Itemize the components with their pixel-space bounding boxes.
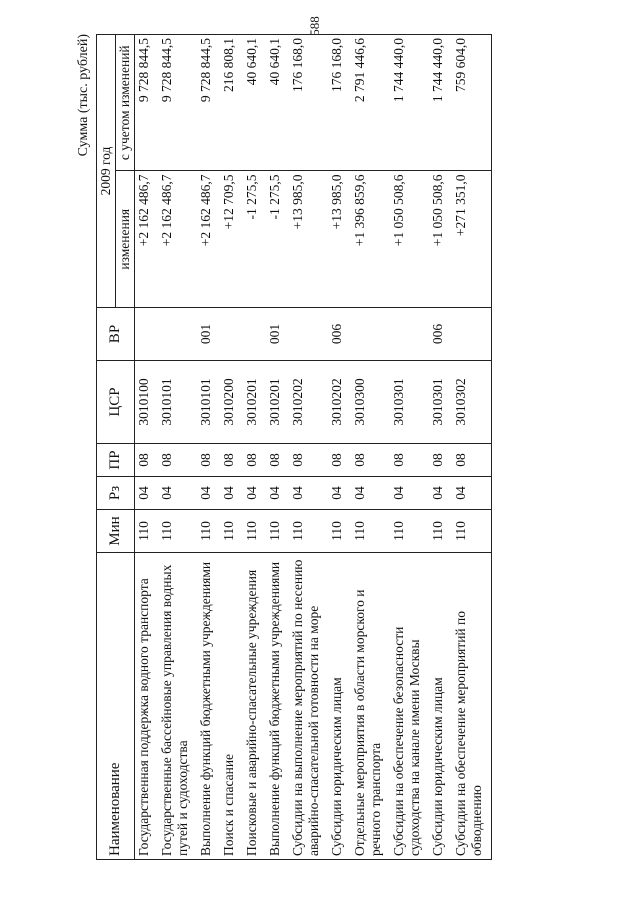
cell-total: 40 640,1 [243,35,266,172]
table-row [289,35,328,860]
cell-changes: -1 275,5 [266,171,289,308]
cell-pr: 08 [452,444,492,477]
cell-rz: 04 [243,477,266,510]
cell-pr: 08 [429,444,452,477]
cell-csr: 3010200 [220,361,243,444]
cell-changes: +2 162 486,7 [158,171,197,308]
cell-pr: 08 [328,444,351,477]
cell-name: Отдельные мероприятия в области морского и речного транспорта [351,553,390,860]
table-row [220,35,243,860]
cell-rz: 04 [158,477,197,510]
cell-changes: +2 162 486,7 [197,171,220,308]
cell-csr: 3010302 [452,361,492,444]
cell-pr: 08 [197,444,220,477]
cell-rz: 04 [390,477,429,510]
table-row [243,35,266,860]
cell-total: 1 744 440,0 [390,35,429,172]
cell-min: 110 [452,510,492,553]
cell-changes: +2 162 486,7 [135,171,159,308]
cell-name: Субсидии на обеспечение мероприятий по обводнению [452,553,492,860]
cell-pr: 08 [243,444,266,477]
page-content [70,20,600,880]
table-row [452,35,492,860]
header-rz: Рз [97,477,135,510]
table-row [390,35,429,860]
cell-rz: 04 [289,477,328,510]
cell-vr: 006 [429,308,452,361]
page-number: 588 [306,16,322,36]
cell-total: 9 728 844,5 [158,35,197,172]
header-changes: изменения [116,171,135,308]
cell-name: Субсидии юридическим лицам [328,553,351,860]
cell-rz: 04 [135,477,159,510]
cell-changes: +13 985,0 [289,171,328,308]
table-row [135,35,159,860]
cell-total: 2 791 446,6 [351,35,390,172]
cell-min: 110 [429,510,452,553]
cell-csr: 3010201 [266,361,289,444]
cell-min: 110 [243,510,266,553]
cell-min: 110 [158,510,197,553]
table-row [328,35,351,860]
cell-changes: +271 351,0 [452,171,492,308]
table-row [197,35,220,860]
table-body [135,35,492,860]
cell-name: Субсидии на выполнение мероприятий по несению аварийно-спасательной готовности на море [289,553,328,860]
cell-pr: 08 [390,444,429,477]
cell-name: Государственные бассейновые управления водных путей и судоходства [158,553,197,860]
cell-pr: 08 [351,444,390,477]
header-year: 2009 год [97,35,116,308]
cell-csr: 3010100 [135,361,159,444]
cell-rz: 04 [266,477,289,510]
cell-pr: 08 [289,444,328,477]
cell-total: 9 728 844,5 [135,35,159,172]
table-row [351,35,390,860]
cell-name: Поисковые и аварийно-спасательные учреждения [243,553,266,860]
cell-pr: 08 [135,444,159,477]
cell-min: 110 [135,510,159,553]
cell-vr [289,308,328,361]
table-row [429,35,452,860]
cell-changes: +1 396 859,6 [351,171,390,308]
cell-vr [158,308,197,361]
cell-total: 176 168,0 [328,35,351,172]
cell-total: 1 744 440,0 [429,35,452,172]
cell-pr: 08 [266,444,289,477]
cell-changes: +1 050 508,6 [429,171,452,308]
sum-caption: Сумма (тыс. рублей) [76,34,91,157]
cell-pr: 08 [158,444,197,477]
cell-total: 40 640,1 [266,35,289,172]
header-name: Наименование [97,553,135,860]
cell-total: 216 808,1 [220,35,243,172]
cell-total: 759 604,0 [452,35,492,172]
cell-csr: 3010201 [243,361,266,444]
cell-rz: 04 [452,477,492,510]
cell-csr: 3010202 [328,361,351,444]
cell-changes: -1 275,5 [243,171,266,308]
header-min: Мин [97,510,135,553]
cell-pr: 08 [220,444,243,477]
cell-name: Выполнение функций бюджетными учреждениями [197,553,220,860]
cell-vr: 006 [328,308,351,361]
cell-min: 110 [289,510,328,553]
cell-rz: 04 [429,477,452,510]
header-with-changes: с учетом изменений [116,35,135,172]
cell-name: Государственная поддержка водного транспорта [135,553,159,860]
table-row [266,35,289,860]
cell-vr: 001 [266,308,289,361]
cell-total: 176 168,0 [289,35,328,172]
cell-vr [243,308,266,361]
cell-rz: 04 [351,477,390,510]
cell-changes: +12 709,5 [220,171,243,308]
cell-min: 110 [328,510,351,553]
cell-min: 110 [220,510,243,553]
cell-vr [220,308,243,361]
cell-rz: 04 [328,477,351,510]
cell-min: 110 [390,510,429,553]
cell-vr [452,308,492,361]
rotated-page [70,20,600,880]
cell-name: Выполнение функций бюджетными учреждениями [266,553,289,860]
cell-csr: 3010301 [390,361,429,444]
cell-vr [390,308,429,361]
cell-csr: 3010202 [289,361,328,444]
header-csr: ЦСР [97,361,135,444]
cell-csr: 3010101 [197,361,220,444]
cell-total: 9 728 844,5 [197,35,220,172]
cell-name: Поиск и спасание [220,553,243,860]
cell-rz: 04 [197,477,220,510]
cell-min: 110 [266,510,289,553]
cell-min: 110 [351,510,390,553]
cell-changes: +1 050 508,6 [390,171,429,308]
cell-vr: 001 [197,308,220,361]
cell-rz: 04 [220,477,243,510]
cell-csr: 3010301 [429,361,452,444]
header-vr: ВР [97,308,135,361]
cell-csr: 3010300 [351,361,390,444]
cell-changes: +13 985,0 [328,171,351,308]
cell-vr [351,308,390,361]
cell-min: 110 [197,510,220,553]
cell-name: Субсидии на обеспечение безопасности судоходства на канале имени Москвы [390,553,429,860]
budget-table [96,34,492,860]
cell-vr [135,308,159,361]
table-row [158,35,197,860]
cell-csr: 3010101 [158,361,197,444]
cell-name: Субсидии юридическим лицам [429,553,452,860]
header-pr: ПР [97,444,135,477]
